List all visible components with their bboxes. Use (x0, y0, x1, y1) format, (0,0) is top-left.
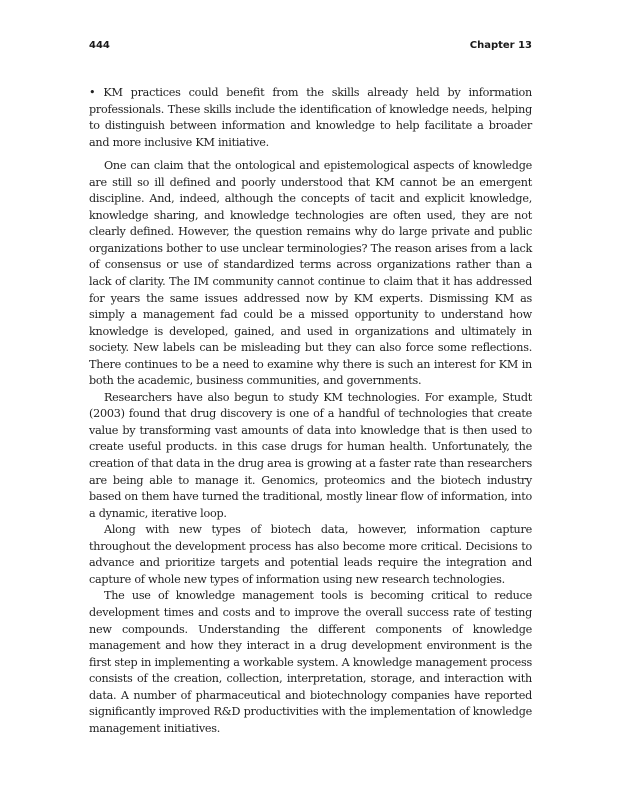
paragraph-km-discipline: One can claim that the ontological and epistemological aspects of knowledge are still so ill defined and poorly understood that KM cannot be an emergent discipline. And, indeed, although the concepts of tacit and explicit knowledge, knowledge sharing, and knowledge technologies are often used, they are not clearly defined. However, the question remains why do large private and public organizations bother to use unclear terminologies? The reason arises from a lack of consensus or use of standardized terms across organizations rather than a lack of clarity. The IM community cannot continue to claim that it has addressed for years the same issues addressed now by KM experts. Dismissing KM as simply a management fad could be a missed opportunity to understand how knowledge is developed, gained, and used in organizations and ultimately in society. New labels can be misleading but they can also force some reflections. There continues to be a need to examine why there is such an interest for KM in both the academic, business communities, and governments. (89, 159, 532, 388)
chapter-title: Chapter 13 (469, 40, 532, 51)
body-text (89, 85, 532, 737)
paragraph-biotech-data: Along with new types of biotech data, however, information capture throughout the development process has also become more critical. Decisions to advance and prioritize targets and potential leads require the integration and capture of whole new types of information using new research technologies. (89, 523, 532, 586)
bullet-paragraph: • KM practices could benefit from the skills already held by information professionals. These skills include the identification of knowledge needs, helping to distinguish between information and knowledge to help facilitate a broader and more inclusive KM initiative. (89, 86, 532, 149)
page-number: 444 (89, 40, 110, 51)
paragraph-km-technologies: Researchers have also begun to study KM technologies. For example, Studt (2003) found that drug discovery is one of a handful of technologies that create value by transforming vast amounts of data into knowledge that is then used to create useful products. in this case drugs for human health. Unfortunately, the creation of that data in the drug area is growing at a faster rate than researchers are being able to manage it. Genomics, proteomics and the biotech industry based on them have turned the traditional, mostly linear flow of information, into a dynamic, iterative loop. (89, 390, 532, 520)
running-header (89, 40, 532, 56)
paragraph-km-tools: The use of knowledge management tools is becoming critical to reduce development times and costs and to improve the overall success rate of testing new compounds. Understanding the different components of knowledge management and how they interact in a drug development environment is the first step in implementing a workable system. A knowledge management process consists of the creation, collection, interpretation, storage, and interaction with data. A number of pharmaceutical and biotechnology companies have reported significantly improved R&D productivities with the implementation of knowledge management initiatives. (89, 589, 532, 735)
